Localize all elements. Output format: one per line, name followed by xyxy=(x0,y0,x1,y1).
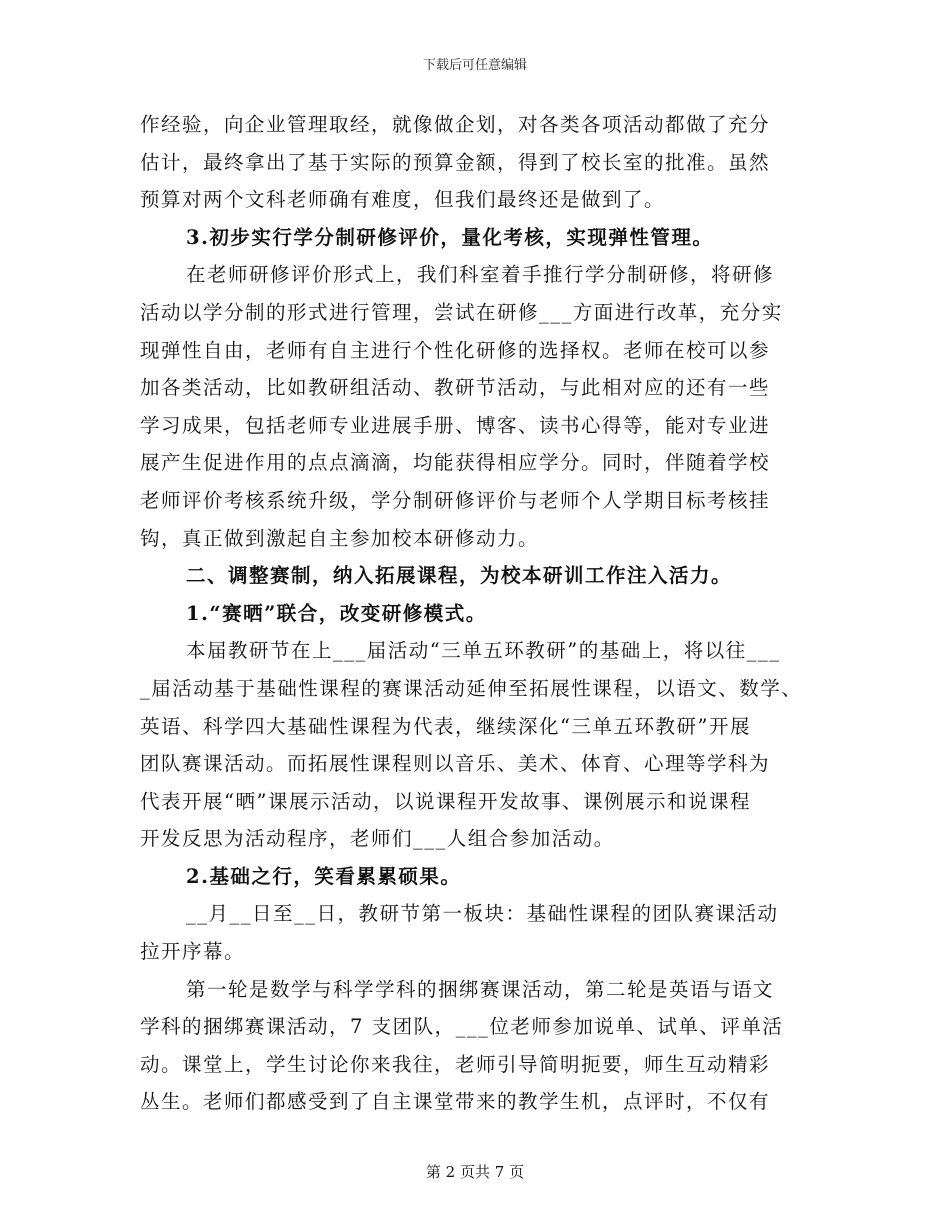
text-line: 展产生促进作用的点点滴滴，均能获得相应学分。同时，伴随着学校 xyxy=(140,451,771,475)
document-body xyxy=(140,106,820,1121)
text-line: 丛生。老师们都感受到了自主课堂带来的教学生机，点评时，不仅有 xyxy=(140,1090,771,1114)
text-line: 代表开展“晒”课展示活动，以说课程开发故事、课例展示和说课程 xyxy=(140,789,751,813)
text-line: 动。课堂上，学生讨论你来我往，老师引导简明扼要，师生互动精彩 xyxy=(140,1052,771,1076)
text-line: 第一轮是数学与科学学科的捆绑赛课活动，第二轮是英语与语文 xyxy=(186,977,775,1001)
text-line: 现弹性自由，老师有自主进行个性化研修的选择权。老师在校可以参 xyxy=(140,338,771,362)
text-line: 本届教研节在上___届活动“三单五环教研”的基础上，将以往___ xyxy=(186,639,781,663)
page-footer: 第 2 页共 7 页 xyxy=(425,1163,525,1181)
text-line: 开发反思为活动程序，老师们___人组合参加活动。 xyxy=(140,827,615,851)
section-heading: 3.初步实行学分制研修评价，量化考核，实现弹性管理。 xyxy=(186,225,714,249)
section-heading: 二、调整赛制，纳入拓展课程，为校本研训工作注入活力。 xyxy=(186,564,733,588)
text-line: 预算对两个文科老师确有难度，但我们最终还是做到了。 xyxy=(140,188,666,212)
text-line: 估计，最终拿出了基于实际的预算金额，得到了校长室的批准。虽然 xyxy=(140,150,771,174)
text-line: 作经验，向企业管理取经，就像做企划，对各类各项活动都做了充分 xyxy=(140,113,771,136)
text-line: 在老师研修评价形式上，我们科室着手推行学分制研修，将研修 xyxy=(186,263,775,287)
text-line: 加各类活动，比如教研组活动、教研节活动，与此相对应的还有一些 xyxy=(140,376,771,400)
section-heading: 1.“赛晒”联合，改变研修模式。 xyxy=(186,601,487,625)
text-line: 学习成果，包括老师专业进展手册、博客、读书心得等，能对专业进 xyxy=(140,413,771,437)
text-line: 拉开序幕。 xyxy=(140,940,246,964)
text-line: 老师评价考核系统升级，学分制研修评价与老师个人学期目标考核挂 xyxy=(140,488,771,512)
page-header: 下载后可任意编辑 xyxy=(422,58,527,73)
text-line: 钩，真正做到激起自主参加校本研修动力。 xyxy=(140,526,540,550)
text-line: __月__日至__日，教研节第一板块：基础性课程的团队赛课活动 xyxy=(186,902,779,926)
text-line: 学科的捆绑赛课活动，7 支团队，___位老师参加说单、试单、评单活 xyxy=(140,1015,784,1039)
text-line: _届活动基于基础性课程的赛课活动延伸至拓展性课程，以语文、数学、 xyxy=(140,676,803,700)
text-line: 英语、科学四大基础性课程为代表，继续深化“三单五环教研”开展 xyxy=(140,714,751,738)
section-heading: 2.基础之行，笑看累累硕果。 xyxy=(186,864,462,888)
text-line: 活动以学分制的形式进行管理，尝试在研修___方面进行改革，充分实 xyxy=(140,300,783,324)
text-line: 团队赛课活动。而拓展性课程则以音乐、美术、体育、心理等学科为 xyxy=(140,752,771,776)
